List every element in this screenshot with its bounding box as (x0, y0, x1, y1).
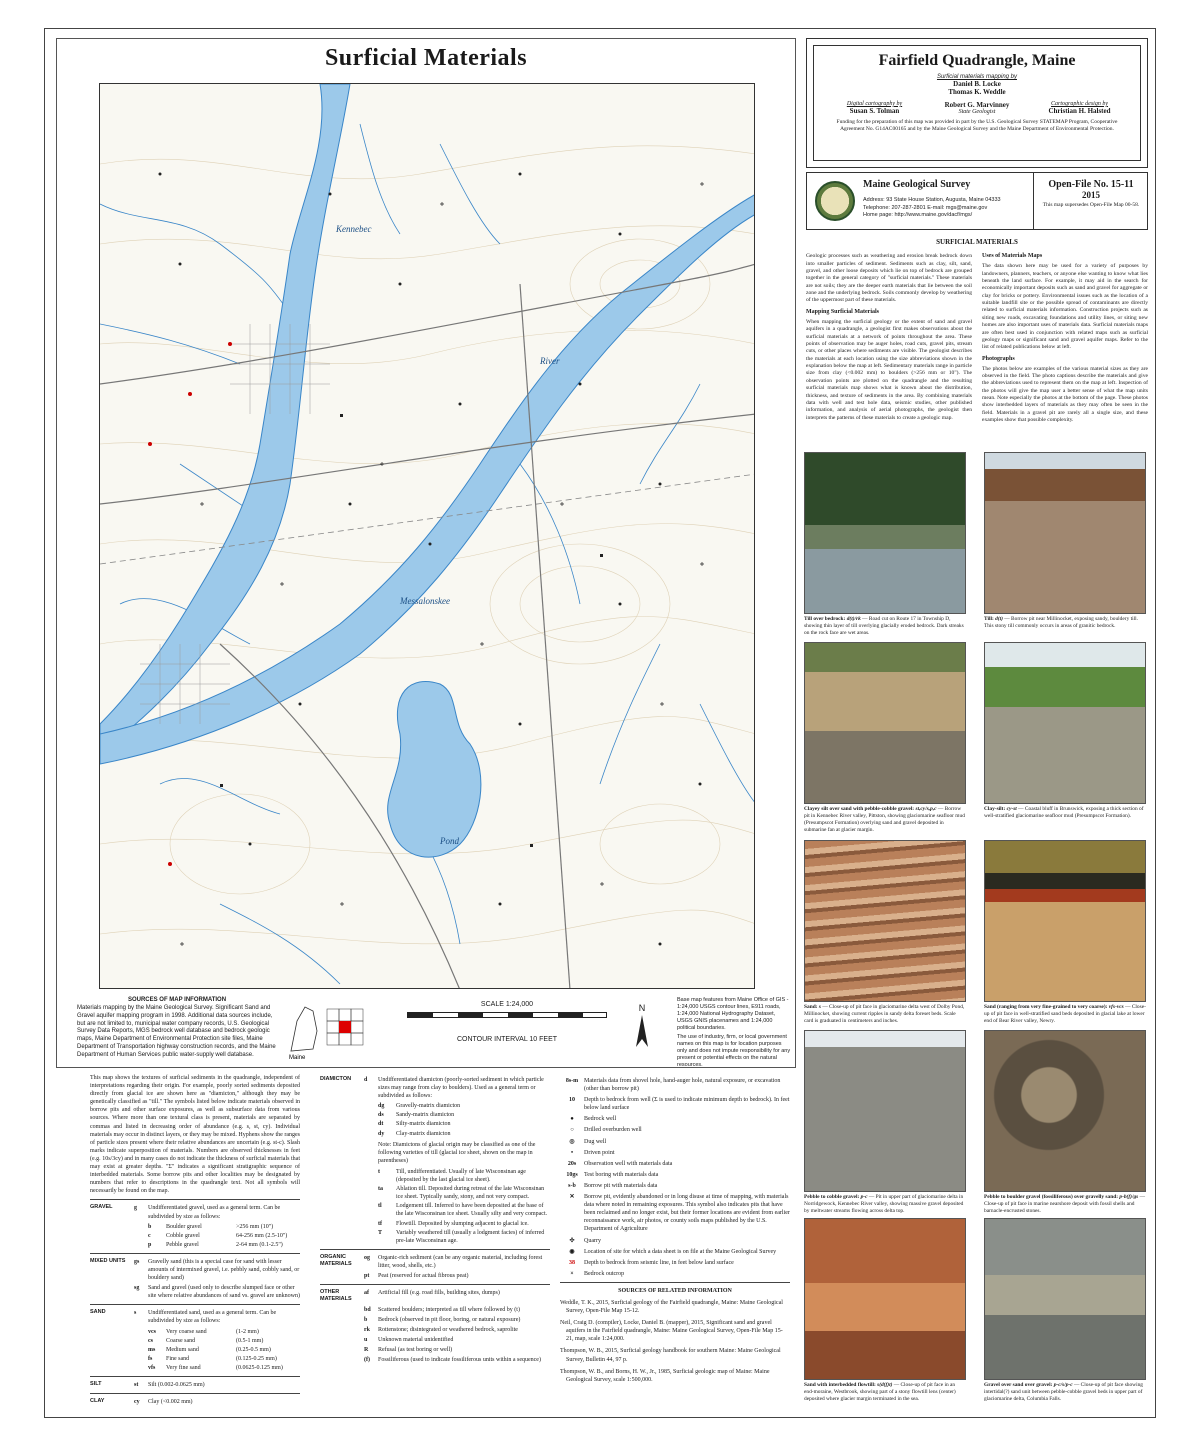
open-file-info (1037, 179, 1145, 208)
related-sources (560, 1287, 790, 1384)
diamicton-note: Note: Diamictons of glacial origin may be classified as one of the following varieties of till (glacial ice sheet, shown on the map in parentheses) (378, 1141, 536, 1164)
map-footer (57, 997, 795, 1067)
author-2: Thomas K. Weddle (948, 88, 1006, 97)
open-file-number: Open-File No. 15-11 (1048, 179, 1134, 190)
legend-organic: ORGANIC MATERIALS og Organic-rich sediment (can be any organic material, including forest litter, wood, shells, etc.) (320, 1253, 543, 1269)
digital-name: Susan S. Tolman (849, 106, 900, 115)
geologist-title: State Geologist (958, 108, 996, 115)
photo-sand-range (984, 840, 1146, 1002)
caption-clay-silt: Clay-silt: cy-st — Coastal bluff in Brunswick, exposing a thick section of well-stratified glaciomarine seafloor mud (Presumpscot Formation). (984, 806, 1144, 819)
photos-text: The photos below are examples of the various material sizes as they are observed in the field. The photo captions describe the materials and give the abbreviations used to represent them on the map at left. Inspection of the photos will give the map user a better sense of what the map units mean. Note especially the photos at the bottom of the page. These photos show interbedded layers of materials as they may often be seen in the field. Materials in a gravel pit are rarely all a single size, and these examples show that possible complexity. (982, 365, 1148, 424)
caption-sand: Sand: s — Close-up of pit face in glaciomarine delta west of Dolby Pond, Millinocket, showing current ripples in sandy delta foreset beds. Scale card is graduated in centimeters and inches. (804, 1004, 965, 1024)
photo-pebble-boulder (984, 1030, 1146, 1192)
legend-clay: CLAY cy Clay (<0.002 mm) (90, 1398, 193, 1406)
legend-textures: This map shows the textures of surficial sediments in the quadrangle, independent of interpretations regarding their origin. For example, poorly sorted sediments deposited directly from glacial ice are shown here as "diamicton," although they may be genetically classified as "till." The symbols listed below indicate materials observed in borrow pits and other surface exposures, as well as subsurface data from various sources. Where more than one textural class is present, materials are separated by commas and listed in decreasing order of abundance (e.g. s, st, cy). Individual materials may occur in distinct layers, or they may be mixed. Hyphens show the ranges of particle sizes present where their relative abundances are uncertain (e.g. st-c). Slash marks indicate superposition of materials. Numbers are observed thicknesses in feet (e.g. 10s/3cy) and in many cases do not indicate the thickness of surficial materials that may exist at greater depths. "Σ" indicates a significant stratigraphic sequence of interbedded materials. Some borrow pits and other localities may be designated by numbers that refer to descriptions in the quadrangle text. Not all symbols will necessarily be found on the map. GRAVEL g Undifferentiated gravel, used as a general term. Can be subdivided by size as follows: b Boulder gravel >256 mm (10") c Cobble gravel 64-256 mm (2.5-10") p Pebble gravel 2-64 mm (0.1-2.5") MIXED UNITS gs Gravelly sand (this is a special case for sand with lesser amounts of intermixed gravel, i.e. pebbly sand, cobbly sand, or bouldery sand) sg Sand and gravel (used only to describe slumped face or other site where relative abundances of sand vs. gravel are unknown) SAND s Undifferentiated sand, used as a general term. Can be subdivided by size as follows: vcs Very coarse sand (1-2 mm) cs Coarse sand (0.5-1 mm) ms Medium sand (0.25-0.5 mm) fs Fine sand (0.125-0.25 mm) vfs Very fine sand (0.0625-0.125 mm) SILT st Silt (0.002-0.0625 mm) CLAY cy Clay (<0.002 mm) (90, 1075, 300, 1406)
author-1: Daniel B. Locke (953, 80, 1001, 88)
mapping-heading: Mapping Surficial Materials (806, 308, 879, 315)
ref-item: Thompson, W. B., and Borns, H. W., Jr., 1985, Surficial geologic map of Maine: Maine Geological Survey, scale 1:500,000. (560, 1368, 770, 1383)
digital-label: Digital cartography by (846, 100, 903, 107)
caption-pebble-boulder: Pebble to boulder gravel (fossiliferous) over gravelly sand: p-b(f)/gs — Close-up of pit face in marine nearshore deposit with fossil shells and barnacle-encrusted stones. (984, 1194, 1145, 1214)
survey-contact (863, 197, 1001, 220)
locator-map (283, 1001, 373, 1061)
legend-other: OTHER MATERIALS af Artificial fill (e.g. road fills, building sites, dumps) (320, 1289, 500, 1303)
uses-text: The data shown here may be used for a variety of purposes by landowners, planners, teachers, or anyone else wanting to know what lies beneath the land surface. For example, it may aid in the search for economically important deposits such as sand and gravel for aggregate or clay for bricks or pottery. Environmental issues such as the location of a suitable landfill site or the possible spread of contaminants are directly related to surficial materials information. Construction projects such as siting new roads, excavating foundations and utility lines, or siting new homes are also important uses of materials data. Surficial materials maps are often best used in conjunction with related maps such as surficial geology maps or significant sand and gravel aquifer maps. Refer to the list of related publications below at left. (982, 263, 1148, 351)
mapping-label: Surficial materials mapping by (936, 74, 1018, 80)
legend-silt: SILT st Silt (0.002-0.0625 mm) (90, 1381, 205, 1388)
disclaimer-text: The use of industry, firm, or local government names on this map is for location purposes only and does not impute responsibility for any present or potential effects on the natural resources. (677, 1034, 791, 1068)
map-sources (77, 997, 277, 1060)
quadrangle-map[interactable] (99, 83, 755, 989)
ref-item: Weddle, T. K., 2015, Surficial geology of the Fairfield quadrangle, Maine: Maine Geological Survey, Open-File Map 15-12. (560, 1299, 783, 1315)
map-graphic (100, 84, 755, 989)
ref-item: Thompson, W. B., 2015, Surficial geology handbook for southern Maine: Maine Geological Survey, Bulletin 44, 97 p. (560, 1348, 781, 1363)
caption-gravel-sand-gravel: Gravel over sand over gravel: p-c/s/p-c — Close-up of pit face showing intertidal(?) sand unit between pebble-cobble gravel beds in upper part of glaciomarine delta, Columbia Falls. (984, 1382, 1143, 1402)
photo-clay-silt (984, 642, 1146, 804)
river-label-river: River (540, 356, 560, 366)
river-label-kennebec: Kennebec (336, 224, 372, 234)
survey-address: Address: 93 State House Station, Augusta, Maine 04333 (863, 197, 1001, 203)
sources-title: SOURCES OF MAP INFORMATION (127, 997, 227, 1003)
survey-phone: Telephone: 207-287-2801 E-mail: mgs@maine.gov (863, 204, 988, 211)
north-arrow-icon (632, 1013, 652, 1049)
legend-mixed-units: MIXED UNITS gs Gravelly sand (this is a special case for sand with lesser amounts of intermixed gravel, i.e. pebbly sand, cobbly sand, or bouldery sand) (90, 1257, 300, 1282)
caption-sand-flowtill: Sand with interbedded flowtill: s(d(f)t) — Close-up of pit face in an end-moraine, Westbrook, showing part of a stony flowtill lens (center) deposited where glacier margin terminated in the sea. (804, 1382, 956, 1402)
legend-sand: SAND s Undifferentiated sand, used as a general term. Can be subdivided by size as follows: (90, 1309, 277, 1325)
scale-bar (397, 1001, 617, 1061)
photo-till (984, 452, 1146, 614)
photo-pebble-cobble (804, 1030, 966, 1192)
photos-heading: Photographs (982, 355, 1015, 362)
caption-till: Till: d(t) — Borrow pit near Millinocket, exposing sandy, bouldery till. This stony till commonly occurs in areas of granitic bedrock. (984, 616, 1138, 629)
design-label: Cartographic design by (1051, 100, 1109, 107)
refs-heading: SOURCES OF RELATED INFORMATION (618, 1287, 732, 1294)
survey-block (806, 172, 1148, 230)
mapping-text: When mapping the surficial geology or the extent of sand and gravel aquifers in a quadrangle, a geologist first makes observations about the surficial materials at a network of points throughout the area. These points of observation may be auger holes, road cuts, gravel pits, stream cuts, or other places where sediments are visible. The geologist describes the materials at each location using the size abbreviations shown in the explanation below the map at left. Sedimentary materials range in particle size from clay (<0.002 mm) to boulders (>256 mm or 10"). The observation points are plotted on the quadrangle and the resulting surficial materials map shows what is known about the distribution, thickness, and texture of sediments in the area. By combining materials data with well and test hole data, seismic studies, other published information, and analysis of aerial photographs, the geologist then interprets the patterns of these materials to create a geologic map. (806, 318, 972, 421)
caption-sand-range: Sand (ranging from very fine-grained to very coarse): vfs-vcs — Close-up of pit face in well-stratified sand beds deposited in glacial lake at lower end of Bear River valley, Newry. (984, 1004, 1146, 1024)
base-map-note (677, 997, 792, 1069)
surficial-materials-text (806, 238, 1148, 448)
survey-homepage[interactable]: Home page: http://www.maine.gov/dacf/mgs/ (863, 212, 973, 219)
design-name: Christian H. Halsted (1048, 106, 1111, 115)
photo-sand (804, 840, 966, 1002)
photo-clayey-silt (804, 642, 966, 804)
ref-item: Neil, Craig D. (compiler), Locke, Daniel B. (mapper), 2015, Significant sand and gravel aquifers in the Fairfield quadrangle, Maine: Maine Geological Survey, Open-File Map 15-21, map, scale 1:24,000. (560, 1320, 783, 1343)
caption-till-over-bedrock: Till over bedrock: d(t)/rk — Road cut on Route 17 in Township D, showing thin layer of till overlying glacially eroded bedrock. Dark streaks on the rock face are wet areas. (804, 616, 964, 636)
caption-clayey-silt: Clayey silt over sand with pebble-cobble gravel: st,cy/s,p,c — Borrow pit in Kennebec River valley, Pittston, showing glaciomarine seafloor mud (Presumpscot Formation) overlying sand and gravel deposited in submarine fan at glacier margin. (804, 806, 965, 833)
quadrangle-title: Fairfield Quadrangle, Maine (878, 52, 1076, 69)
map-title: Surficial Materials (324, 45, 528, 71)
supersedes-note: This map supersedes Open-File Map 00-58. (1042, 202, 1140, 208)
river-label-messalonskee: Messalonskee (400, 596, 450, 606)
scale-title: SCALE 1:24,000 (480, 1001, 534, 1008)
legend-symbols: 8s-m Materials data from shovel hole, hand-auger hole, natural exposure, or excavation (other than borrow pit) 10 Depth to bedrock from well (Σ is used to indicate minimum depth to bedrock). In feet below land surface ● Bedrock well ○ Drilled overburden well ◎ Dug well • Driven point 20s Observation well with materials data 10gs Test boring with materials data s-b Borrow pit with materials data ✕ Borrow pit, evidently abandoned or in long disuse at time of mapping, with materials data where noted in remaining exposures. This symbol also indicates pits that have been reclaimed and no longer exist, but their former locations are evident from earlier reconnaissance work, air photos, or county soils maps published by the U.S. Department of Agriculture ✣ Quarry ◉ Location of site for which a data sheet is on file at the Maine Geological Survey 38 Depth to bedrock from seismic line, in feet below land surface × Bedrock outcrop SOURCES OF RELATED INFORMATION Weddle, T. K., 2015, Surficial geology of the Fairfield quadrangle, Maine: Maine Geological Survey, Open-File Map 15-12. Neil, Craig D. (compiler), Locke, Daniel B. (mapper), 2015, Significant sand and gravel aquifers in the Fairfield quadrangle, Maine: Maine Geological Survey, Open-File Map 15-21, map, scale 1:24,000. Thompson, W. B., 2015, Surficial geology handbook for southern Maine: Maine Geological Survey, Bulletin 44, 97 p. Thompson, W. B., and Borns, H. W., Jr., 1985, Surficial geologic map of Maine: Maine Geological Survey, scale 1:500,000. (560, 1078, 790, 1383)
geologist-name: Robert G. Marvinney (944, 100, 1010, 109)
survey-name: Maine Geological Survey (863, 179, 971, 190)
section-heading: SURFICIAL MATERIALS (936, 238, 1018, 246)
locator-graphic (283, 1001, 373, 1061)
photo-gravel-sand-gravel (984, 1218, 1146, 1380)
photo-sand-flowtill (804, 1218, 966, 1380)
contour-interval: CONTOUR INTERVAL 10 FEET (456, 1036, 558, 1043)
legend-intro: This map shows the textures of surficial sediments in the quadrangle, independent of interpretations regarding their origin. For example, poorly sorted sediments deposited directly from glacial ice are shown here as "diamicton," although they may be genetically classified as "till." The symbols listed below indicate materials observed in borrow pits and other surface exposures, as well as subsurface data from various sources. Where more than one textural class is present, materials are separated by commas and listed in decreasing order of abundance (e.g. s, st, cy). Individual materials may occur in distinct layers, or they may be mixed. Hyphens show the ranges of particle sizes present where their relative abundances are uncertain (e.g. st-c). Slash marks indicate superposition of materials. Numbers are observed thicknesses in feet (e.g. 10s/3cy) and in many cases do not indicate the thickness of surficial materials that may exist at greater depths. "Σ" indicates a significant stratigraphic sequence of interbedded materials. Some borrow pits and other localities may be designated by numbers that refer to descriptions in the quadrangle text. Not all symbols will necessarily be found on the map. (90, 1075, 300, 1195)
maine-seal-icon (815, 181, 855, 221)
legend-gravel: GRAVEL g Undifferentiated gravel, used as a general term. Can be subdivided by size as follows: (90, 1204, 281, 1220)
divider (1033, 173, 1034, 229)
title-block (806, 38, 1148, 168)
sources-text: Materials mapping by the Maine Geological Survey. Significant Sand and Gravel aquifer mapping program in 1998. Additional data sources include, but are not limited to, municipal water company records, U.S. Geological Survey Data Reports, MGS bedrock well database and bedrock geologic maps, Maine Department of Environmental Protection site files, Maine Department of Transportation highway construction records, and the Maine Department of Human Services public water-supply well database. (77, 1005, 276, 1058)
pond-label: Pond (440, 836, 459, 846)
uses-heading: Uses of Materials Maps (982, 253, 1043, 260)
caption-pebble-cobble: Pebble to cobble gravel: p-c — Pit in upper part of glaciomarine delta in Norridgewock, Kennebec River valley, showing massive gravel deposited by meltwater streams flowing across delta top. (804, 1194, 964, 1214)
legend-diamicton: DIAMICTON d Undifferentiated diamicton (poorly-sorted sediment in which particle sizes may range from clay to boulders). Used as a general term or subdivided as follows: dg Gravelly-matrix diamicton ds Sandy-matrix diamicton dt Silty-matrix diamicton dy Clay-matrix diamicton Note: Diamictons of glacial origin may be classified as one of the following varieties of till (glacial ice sheet, shown on the map in parentheses) t Till, undifferentiated. Usually of late Wisconsinan age (deposited by the last glacial ice sheet). ta Ablation till. Deposited during retreat of the late Wisconsinan ice sheet. Typically sandy, stony, and not very compact. tl Lodgement till. Inferred to have been deposited at the base of the late Wisconsinan ice sheet. Usually silty and very compact. tf Flowtill. Deposited by slumping adjacent to glacial ice. T Variably weathered till (usually a lodgment facies) of inferred pre-late Wisconsinan age. ORGANIC MATERIALS og Organic-rich sediment (can be any organic material, including forest litter, wood, shells, etc.) pt Peat (reserved for actual fibrous peat) OTHER MATERIALS af Artificial fill (e.g. road fills, building sites, dumps) bd Scattered boulders; interpreted as till where followed by (t) b Bedrock (observed in pit floor, boring, or natural exposure) rk Rottenstone; disintegrated or weathered bedrock, saprolite u Unknown material unidentified R Refusal (as test boring or well) (f) Fossiliferous (used to indicate fossiliferous units within a sequence) (320, 1074, 550, 1366)
locator-label: Maine (289, 1055, 306, 1061)
funding-note: Funding for the preparation of this map was provided in part by the U.S. Geological Survey STATEMAP Program, Cooperative Agreement No. G14AC00165 and by the Maine Geological Survey and the Maine Department of Environmental Protection. (836, 118, 1118, 132)
north-label: N (638, 1003, 646, 1013)
scale-graphic (407, 1012, 607, 1018)
open-file-year: 2015 (1082, 190, 1100, 200)
map-sheet (56, 38, 796, 1068)
photo-till-over-bedrock (804, 452, 966, 614)
base-note-text: Base map features from Maine Office of GIS - 1:24,000 USGS contour lines, E911 roads, 1:24,000 National Hydrography Dataset, USGS GNIS placenames and 1:24,000 political boundaries. (677, 997, 789, 1031)
intro-text: Geologic processes such as weathering and erosion break bedrock down into smaller particles of sediment. Sediments such as clay, silt, sand, gravel, and other loose deposits which lie on top of bedrock are grouped together in the general category of "surficial materials." These materials are not soils; they are the deeper earth materials that lie between the soil zone and the underlying bedrock. Soils commonly develop by weathering of the uppermost part of these materials. (806, 253, 972, 304)
north-arrow (627, 1003, 657, 1053)
